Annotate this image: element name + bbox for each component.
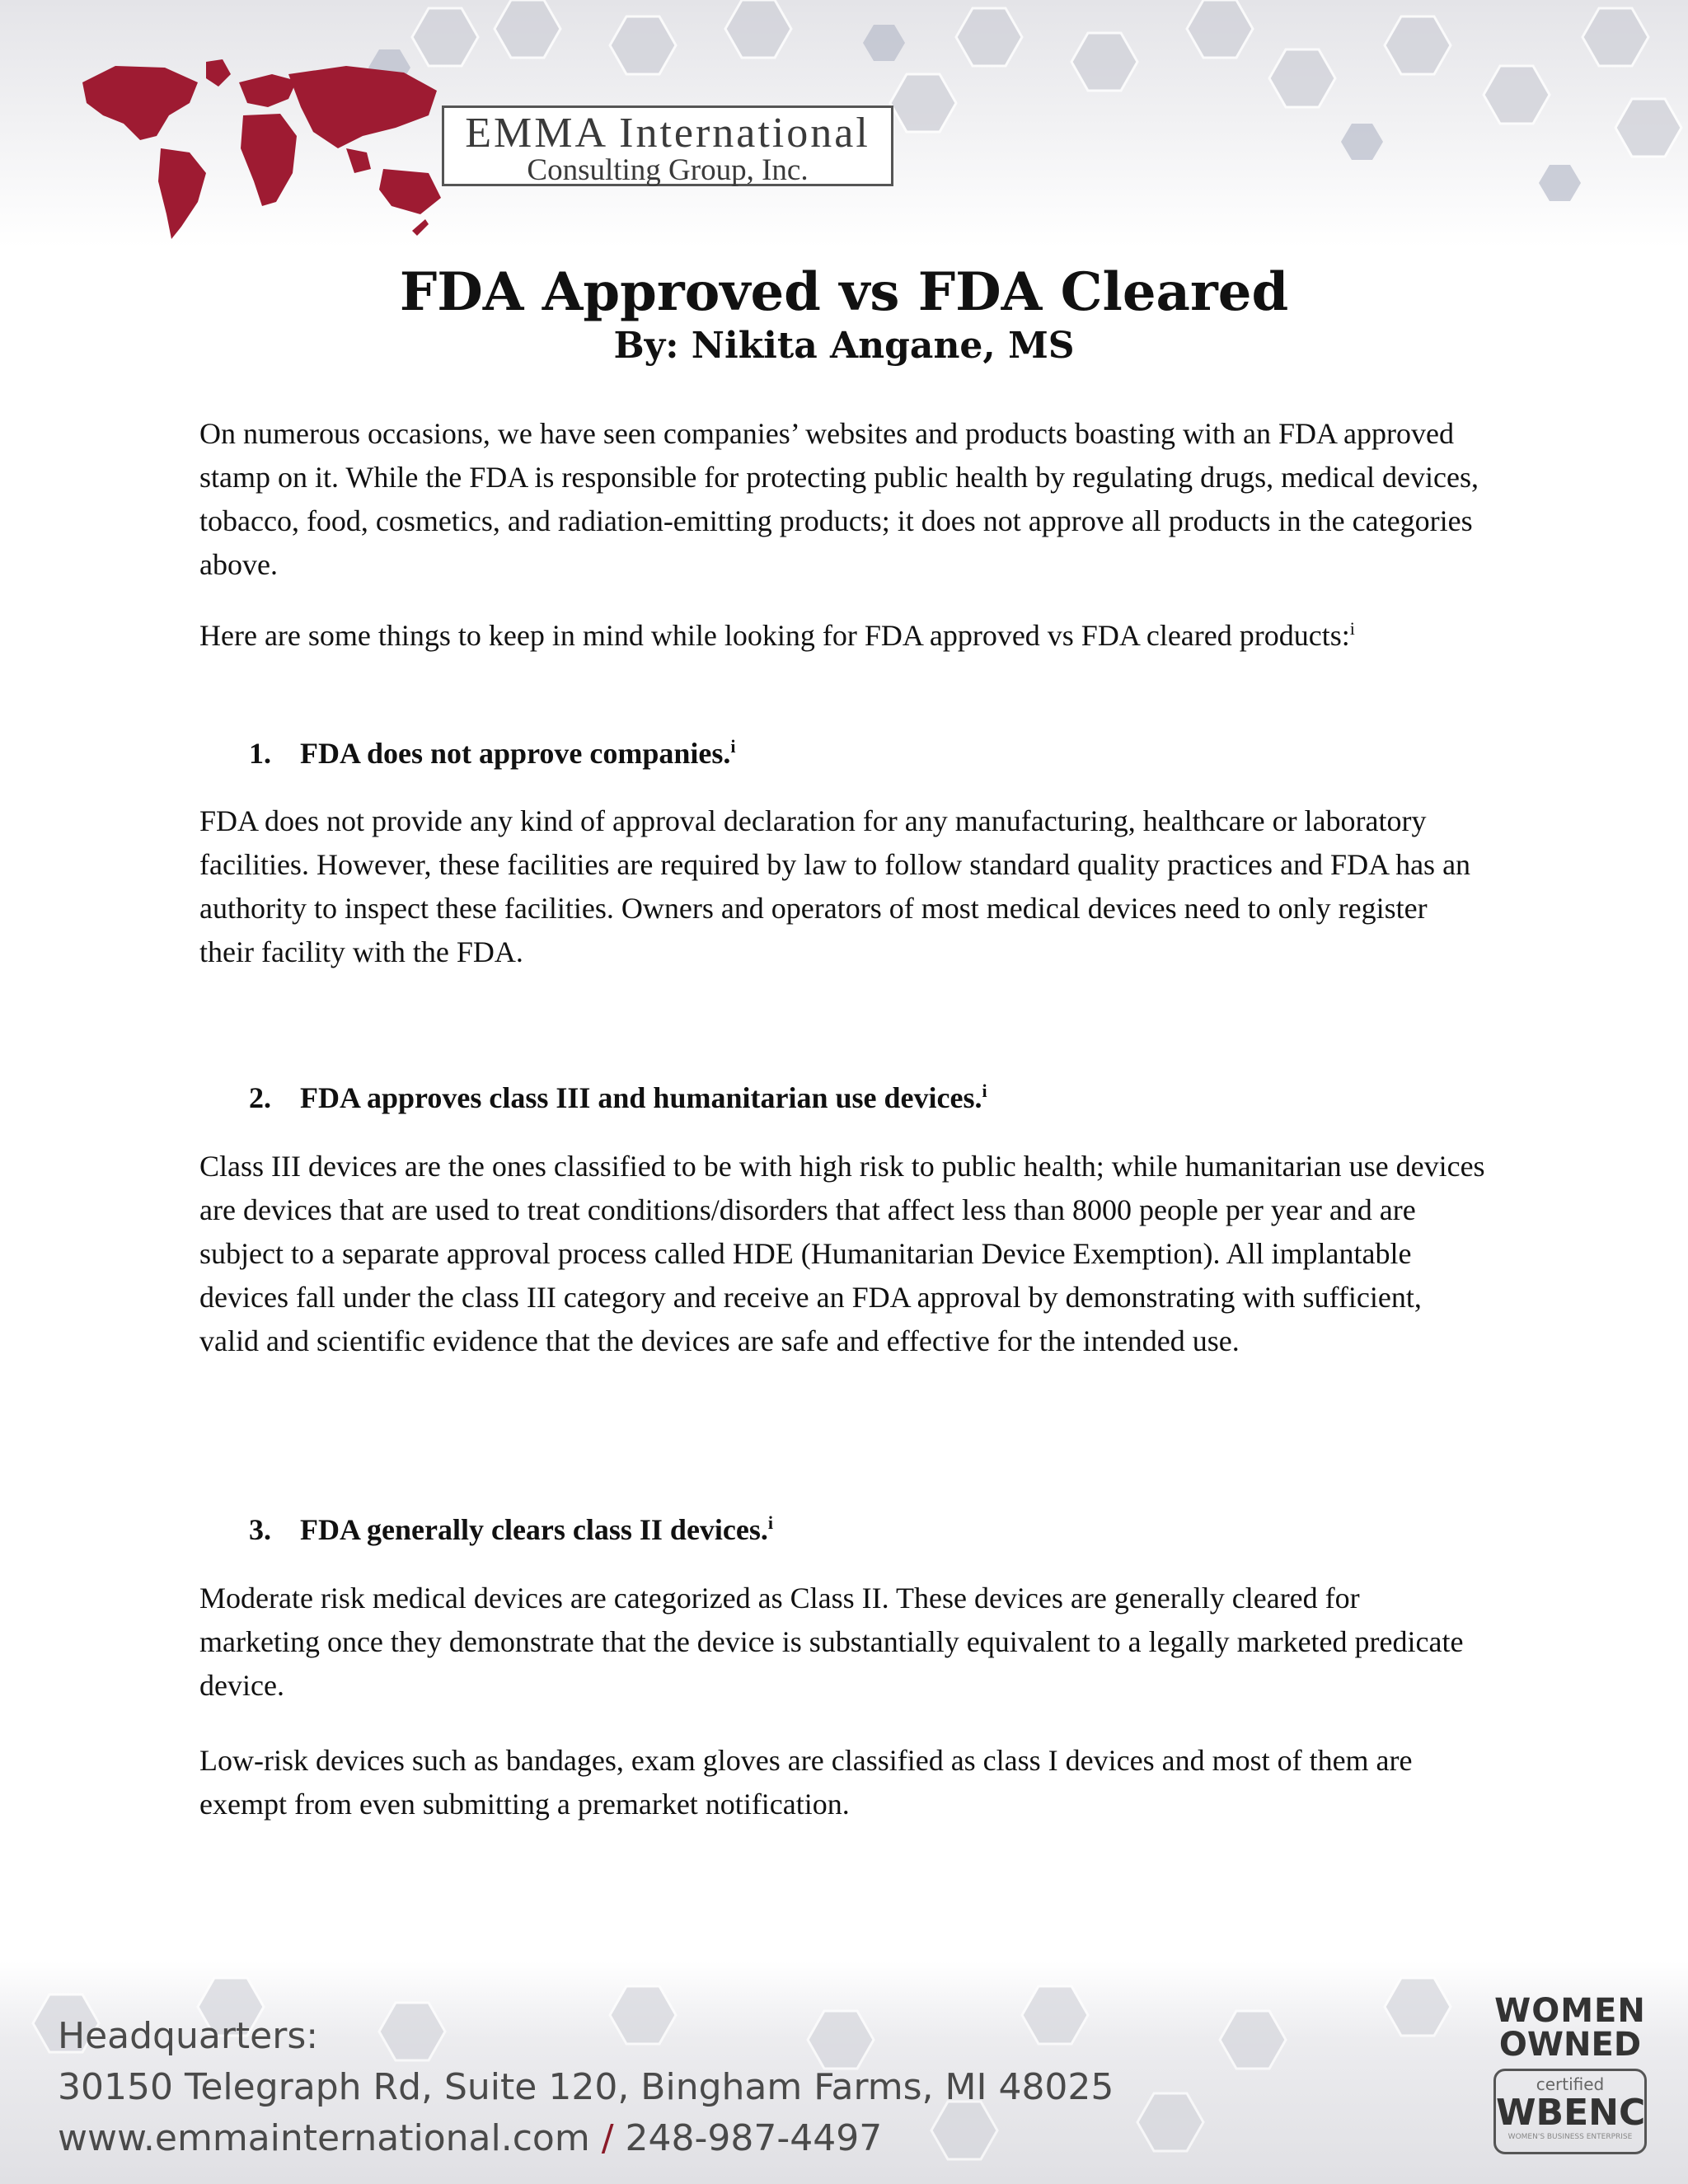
author-line: By: Nikita Angane, MS	[613, 325, 1075, 367]
company-logo-box	[442, 105, 893, 186]
badge-wbenc-text: WBENC	[1496, 2092, 1646, 2134]
footer-hq-label: Headquarters:	[58, 2015, 319, 2057]
badge-certified-text: certified	[1536, 2074, 1605, 2094]
badge-certified-box	[1493, 2069, 1647, 2154]
wbenc-badge	[1484, 1994, 1657, 2159]
intro-paragraph-1: On numerous occasions, we have seen companies’ websites and products boasting with an FDA approved stamp on it. While the FDA is responsible for protecting public health by regulating drugs, medical devices, tobacco, food, cosmetics, and radiation-emitting products; it does not approve all products in the categories above.	[199, 417, 1479, 581]
footer-separator: /	[601, 2117, 614, 2159]
badge-women-text: WOMEN	[1494, 1992, 1646, 2030]
intro-paragraph-2: Here are some things to keep in mind while looking for FDA approved vs FDA cleared products:$^i$	[199, 618, 1355, 652]
footer-contact	[58, 2011, 1114, 2164]
section-number: 3.	[249, 1513, 271, 1546]
footnote-marker: i	[982, 1080, 987, 1101]
page-title: FDA Approved vs FDA Cleared	[399, 261, 1289, 323]
company-subtitle: Consulting Group, Inc.	[527, 153, 809, 187]
footnote-marker: i	[730, 736, 736, 757]
footer-phone: 248-987-4497	[625, 2117, 883, 2159]
section-3-paragraph-2: Low-risk devices such as bandages, exam gloves are classified as class I devices and most of them are exempt from even submitting a premarket notification.	[199, 1744, 1413, 1821]
section-2-heading: 2. FDA approves class III and humanitarian use devices.$^i$	[249, 1076, 987, 1120]
company-name: EMMA International	[465, 110, 870, 157]
section-3-heading: 3. FDA generally clears class II devices.$^i$	[249, 1508, 773, 1552]
section-2-paragraph: Class III devices are the ones classified to be with high risk to public health; while humanitarian use devices are devices that are used to treat conditions/disorders that affect less than 8000 people per year and are subject to a separate approval process called HDE (Humanitarian Device Exemption). All implantable devices fall under the class III category and receive an FDA approval by demonstrating with sufficient, valid and scientific evidence that the devices are safe and effective for the intended use.	[199, 1150, 1485, 1357]
badge-owned-text: OWNED	[1498, 2026, 1642, 2064]
footer-address: 30150 Telegraph Rd, Suite 120, Bingham Farms, MI 48025	[58, 2066, 1114, 2108]
footnote-marker: i	[1349, 618, 1355, 639]
world-map-logo	[66, 58, 453, 247]
footnote-marker: i	[767, 1512, 774, 1533]
section-3-paragraph-1: Moderate risk medical devices are categorized as Class II. These devices are generally cleared for marketing once they demonstrate that the device is substantially equivalent to a legally marketed predicate device.	[199, 1582, 1464, 1702]
footer-website-link[interactable]: www.emmainternational.com	[58, 2117, 590, 2159]
badge-small-text: WOMEN'S BUSINESS ENTERPRISE	[1507, 2133, 1633, 2141]
section-1-heading: 1. FDA does not approve companies.$^i$	[249, 732, 736, 776]
section-number: 2.	[249, 1081, 271, 1114]
section-1-paragraph: FDA does not provide any kind of approval declaration for any manufacturing, healthcare or laboratory facilities. However, these facilities are required by law to follow standard quality practices and FDA has an authority to inspect these facilities. Owners and operators of most medical devices need to only register their facility with the FDA.	[199, 804, 1471, 968]
section-number: 1.	[249, 737, 271, 770]
